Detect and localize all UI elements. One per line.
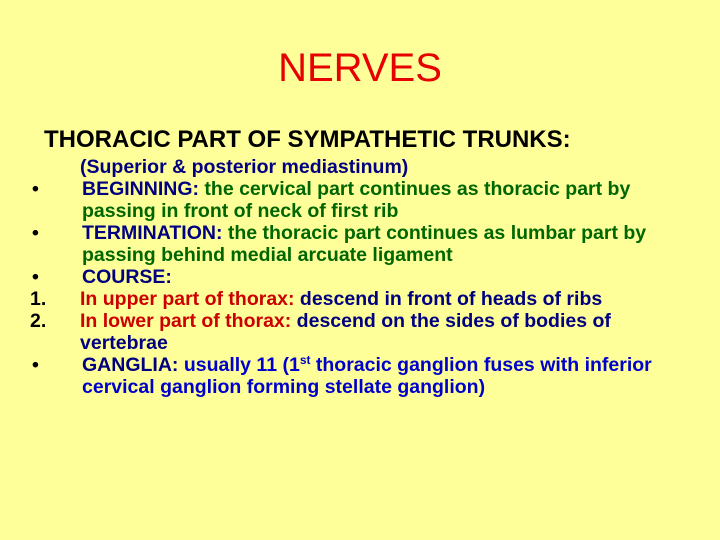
- item-body: descend on the sides of bodies of vertebrae: [80, 310, 611, 354]
- item-label: BEGINNING:: [82, 178, 199, 200]
- item-body-part2: thoracic ganglion fuses with inferior cervical ganglion forming stellate ganglion): [82, 354, 652, 398]
- list-item-termination: [30, 222, 700, 266]
- subheading: (Superior & posterior mediastinum): [80, 156, 409, 178]
- item-body: descend in front of heads of ribs: [294, 288, 603, 310]
- list-item-text: [82, 222, 700, 266]
- slide-title: NERVES: [278, 46, 442, 90]
- bullet-marker: •: [32, 266, 39, 288]
- list-item-text: [82, 354, 700, 398]
- ordinal-suffix: st: [299, 353, 311, 367]
- item-label: In lower part of thorax:: [80, 310, 292, 332]
- item-label: GANGLIA:: [82, 354, 179, 376]
- list-item-course: [30, 266, 700, 288]
- item-body: the thoracic part continues as lumbar part by passing behind medial arcuate ligament: [82, 222, 647, 266]
- item-label: In upper part of thorax:: [80, 288, 295, 310]
- list-item-text: [80, 288, 700, 310]
- item-body: the cervical part continues as thoracic part by passing in front of neck of first rib: [82, 178, 631, 222]
- list-item-text: [80, 310, 700, 354]
- section-heading: THORACIC PART OF SYMPATHETIC TRUNKS:: [44, 126, 571, 153]
- list-item-ganglia: [30, 354, 700, 398]
- list-item-text: [82, 178, 700, 222]
- list-item-text: [82, 266, 700, 288]
- number-marker: 1.: [30, 288, 47, 310]
- empty-marker: [30, 156, 80, 178]
- content-list: [30, 156, 700, 398]
- item-label: TERMINATION:: [82, 222, 223, 244]
- item-label: COURSE:: [82, 266, 172, 288]
- subheading-row: [30, 156, 700, 178]
- bullet-marker: •: [32, 222, 39, 244]
- list-item-upper-thorax: [30, 288, 700, 310]
- bullet-marker: •: [32, 178, 39, 200]
- number-marker: 2.: [30, 310, 47, 332]
- list-item-beginning: [30, 178, 700, 222]
- item-body-part1: usually 11 (1: [178, 354, 300, 376]
- list-item-lower-thorax: [30, 310, 700, 354]
- bullet-marker: •: [32, 354, 39, 376]
